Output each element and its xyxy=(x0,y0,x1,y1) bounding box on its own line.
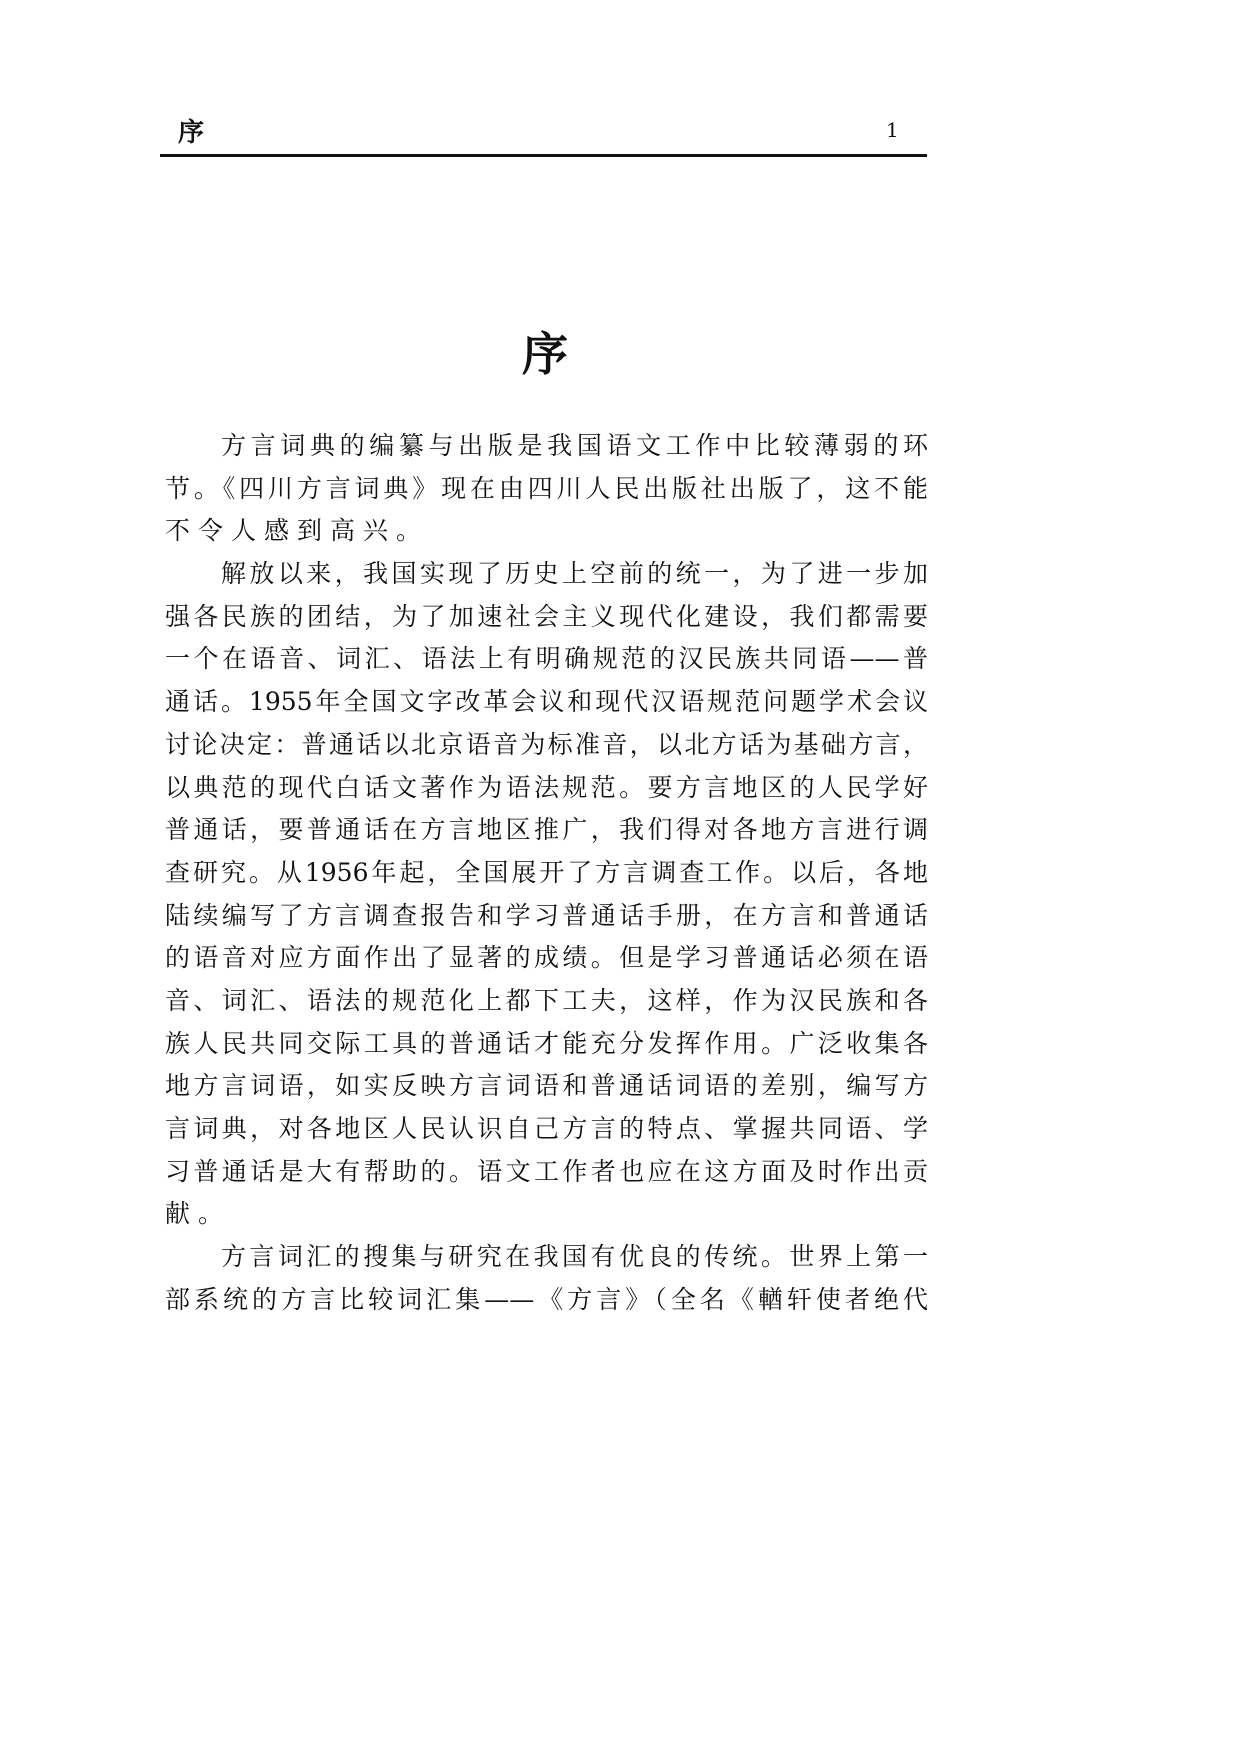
page-title: 序 xyxy=(522,327,568,381)
text-line: 一个在语音、词汇、语法上有明确规范的汉民族共同语——普 xyxy=(165,644,928,674)
text-line: 讨论决定：普通话以北京语音为标准音，以北方话为基础方言， xyxy=(165,729,928,759)
text-line: 献。 xyxy=(165,1199,232,1229)
text-line: 地方言词语，如实反映方言词语和普通话词语的差别，编写方 xyxy=(165,1071,928,1101)
text-line: 以典范的现代白话文著作为语法规范。要方言地区的人民学好 xyxy=(165,772,928,802)
text-line: 强各民族的团结，为了加速社会主义现代化建设，我们都需要 xyxy=(165,601,928,631)
text-line: 方言词汇的搜集与研究在我国有优良的传统。世界上第一 xyxy=(221,1242,928,1272)
header-rule xyxy=(160,154,927,157)
text-line: 音、词汇、语法的规范化上都下工夫，这样，作为汉民族和各 xyxy=(165,985,928,1015)
body-text xyxy=(165,425,928,1321)
text-line: 族人民共同交际工具的普通话才能充分发挥作用。广泛收集各 xyxy=(165,1028,928,1058)
text-line: 陆续编写了方言调查报告和学习普通话手册，在方言和普通话 xyxy=(165,900,928,930)
text-line: 解放以来，我国实现了历史上空前的统一，为了进一步加 xyxy=(221,559,928,589)
page-number: 1 xyxy=(886,118,899,142)
text-line: 言词典，对各地区人民认识自己方言的特点、掌握共同语、学 xyxy=(165,1114,928,1143)
text-line: 通话。1955年全国文字改革会议和现代汉语规范问题学术会议 xyxy=(165,687,928,717)
text-line: 部系统的方言比较词汇集——《方言》（全名《輶轩使者绝代 xyxy=(165,1284,928,1314)
text-line: 普通话，要普通话在方言地区推广，我们得对各地方言进行调 xyxy=(165,815,928,845)
text-line: 习普通话是大有帮助的。语文工作者也应在这方面及时作出贡 xyxy=(165,1156,928,1186)
text-line: 查研究。从1956年起，全国展开了方言调查工作。以后，各地 xyxy=(165,857,928,887)
text-line: 节。《四川方言词典》现在由四川人民出版社出版了，这不能 xyxy=(165,473,928,503)
running-head-title: 序 xyxy=(178,118,205,148)
text-line: 的语音对应方面作出了显著的成绩。但是学习普通话必须在语 xyxy=(165,943,928,973)
text-line: 不令人感到高兴。 xyxy=(165,516,430,546)
text-line: 方言词典的编纂与出版是我国语文工作中比较薄弱的环 xyxy=(221,431,928,460)
